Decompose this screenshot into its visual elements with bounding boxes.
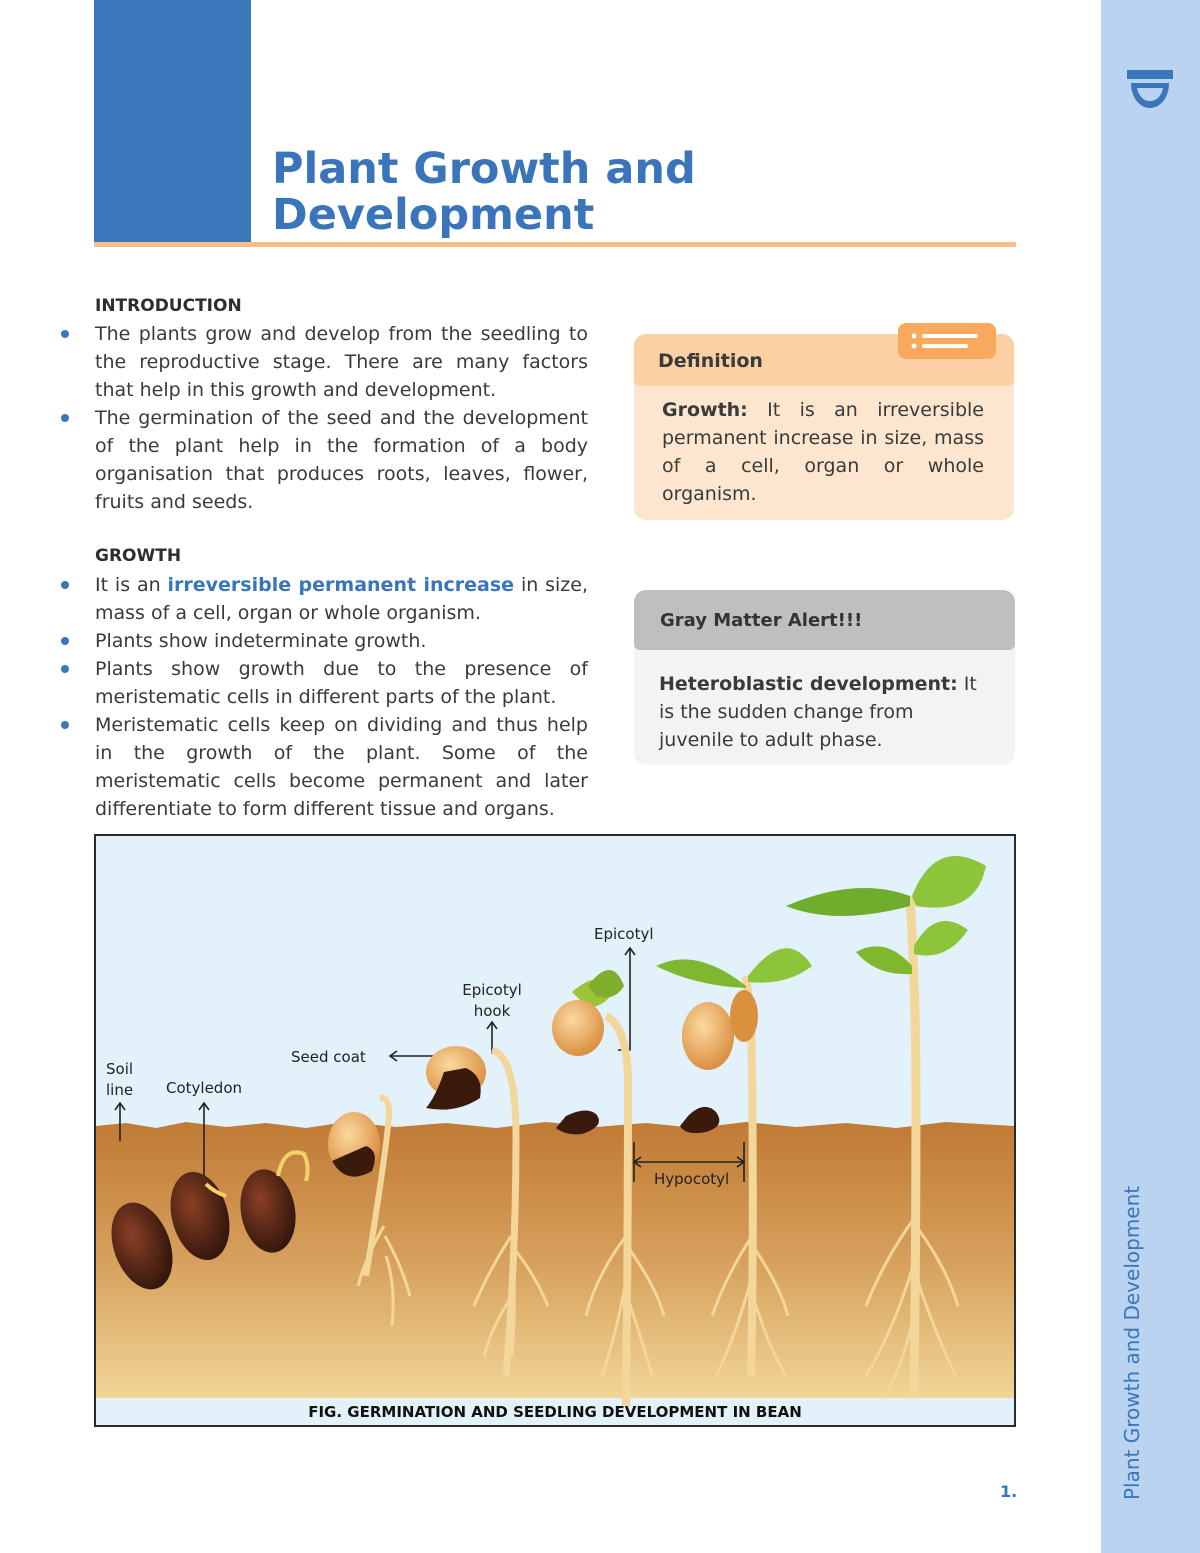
unacademy-logo-icon — [1127, 70, 1173, 110]
list-item: Plants show indeterminate growth. — [95, 627, 588, 655]
label-seed-coat: Seed coat — [291, 1048, 366, 1066]
list-item: Meristematic cells keep on dividing and thus help in the growth of the plant. Some of the meristematic cells become permanent and later differentiate to form different tissue and organs. — [95, 711, 588, 823]
label-cotyledon: Cotyledon — [166, 1079, 243, 1097]
label-hypocotyl: Hypocotyl — [654, 1170, 730, 1188]
label-soil-line: Soil line — [106, 1060, 134, 1099]
figure-caption: FIG. GERMINATION AND SEEDLING DEVELOPMENT IN BEAN — [308, 1403, 802, 1421]
label-epicotyl: Epicotyl — [594, 925, 654, 943]
germination-illustration — [96, 836, 1014, 1425]
header-color-block — [94, 0, 251, 244]
gray-matter-title: Gray Matter Alert!!! — [660, 610, 863, 631]
highlight-term: irreversible permanent increase — [167, 574, 515, 596]
label-epicotyl-hook: Epicotyl hook — [462, 981, 522, 1020]
page-title: Plant Growth and Development — [272, 144, 696, 240]
intro-list — [95, 320, 588, 516]
growth-list — [95, 571, 588, 823]
title-underline — [94, 242, 1016, 247]
intro-heading: INTRODUCTION — [95, 296, 242, 316]
definition-text: Growth: It is an irreversible permanent increase in size, mass of a cell, organ or whole organism. — [662, 399, 984, 505]
page-number: 1. — [1000, 1482, 1018, 1501]
gray-matter-text: Heteroblastic development: It is the sudden change from juvenile to adult phase. — [659, 673, 977, 751]
list-item: The germination of the seed and the development of the plant help in the formation of a body organisation that produces roots, leaves, flower, fruits and seeds. — [95, 404, 588, 516]
sidebar — [1101, 0, 1200, 1553]
growth-heading: GROWTH — [95, 546, 182, 566]
list-item: Plants show growth due to the presence of meristematic cells in different parts of the plant. — [95, 655, 588, 711]
definition-title: Definition — [658, 350, 763, 372]
list-item: It is an irreversible permanent increase in size, mass of a cell, organ or whole organism. — [95, 571, 588, 627]
list-item: The plants grow and develop from the seedling to the reproductive stage. There are many factors that help in this growth and development. — [95, 320, 588, 404]
list-tag-icon — [898, 323, 996, 359]
sidebar-chapter-title: Plant Growth and Development — [1120, 1185, 1144, 1500]
germination-figure — [94, 834, 1016, 1427]
